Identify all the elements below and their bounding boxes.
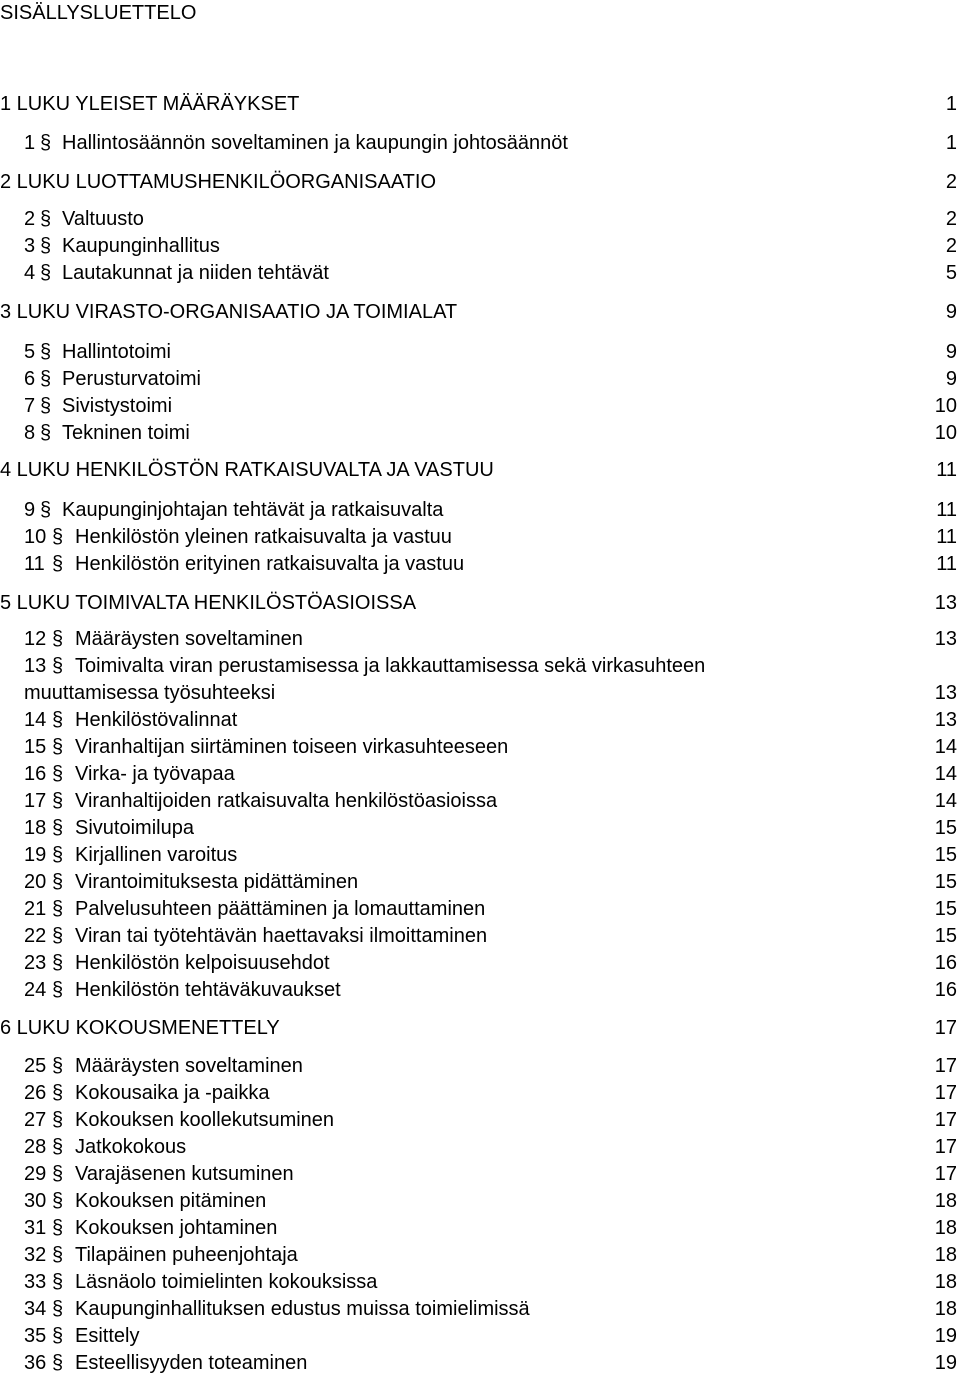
toc-page-number: 2 xyxy=(945,208,957,230)
toc-page-number: 11 xyxy=(936,499,957,521)
toc-page-number: 2 xyxy=(945,235,957,257)
toc-page-number: 19 xyxy=(934,1352,957,1374)
section-sign: § xyxy=(52,1325,64,1347)
toc-section-title: Määräysten soveltaminen xyxy=(75,628,303,650)
toc-section-title: Kokouksen koollekutsuminen xyxy=(75,1109,335,1131)
toc-section-number: 36 xyxy=(24,1352,47,1374)
toc-section-number: 34 xyxy=(24,1298,47,1320)
toc-section-title: Jatkokokous xyxy=(75,1136,187,1158)
toc-chapter-title: 2 LUKU LUOTTAMUSHENKILÖORGANISAATIO xyxy=(0,171,437,193)
section-sign: § xyxy=(52,952,64,974)
toc-section-number: 15 xyxy=(24,736,47,758)
toc-section-title: Hallintosäännön soveltaminen ja kaupungin johtosäännöt xyxy=(62,132,568,154)
toc-page-number: 14 xyxy=(934,763,957,785)
toc-page-number: 10 xyxy=(934,395,957,417)
toc-section-title: Hallintotoimi xyxy=(62,341,171,363)
toc-section-title: Kokouksen pitäminen xyxy=(75,1190,267,1212)
toc-chapter-title: 5 LUKU TOIMIVALTA HENKILÖSTÖASIOISSA xyxy=(0,592,417,614)
toc-section-number: 25 xyxy=(24,1055,47,1077)
toc-section-title: Henkilöstövalinnat xyxy=(75,709,238,731)
toc-section-title: Esittely xyxy=(75,1325,140,1347)
toc-chapter-title: 6 LUKU KOKOUSMENETTELY xyxy=(0,1017,280,1039)
section-sign: § xyxy=(52,1136,64,1158)
toc-section-number: 10 xyxy=(24,526,47,548)
toc-page-number: 13 xyxy=(934,682,957,704)
toc-page-number: 15 xyxy=(934,898,957,920)
toc-section-number: 9 xyxy=(24,499,36,521)
toc-chapter-title: 1 LUKU YLEISET MÄÄRÄYKSET xyxy=(0,93,300,115)
toc-section-number: 19 xyxy=(24,844,47,866)
toc-section-number: 8 xyxy=(24,422,36,444)
toc-page-number: 18 xyxy=(934,1217,957,1239)
toc-page-number: 13 xyxy=(934,592,957,614)
toc-section-number: 11 xyxy=(24,553,45,575)
toc-section-number: 20 xyxy=(24,871,47,893)
toc-page-number: 17 xyxy=(934,1017,957,1039)
section-sign: § xyxy=(40,235,52,257)
toc-section-title: Kokouksen johtaminen xyxy=(75,1217,278,1239)
toc-section-title: Kaupunginhallituksen edustus muissa toimielimissä xyxy=(75,1298,530,1320)
section-sign: § xyxy=(52,1163,64,1185)
toc-section-number: 18 xyxy=(24,817,47,839)
section-sign: § xyxy=(40,341,52,363)
toc-page-number: 9 xyxy=(945,341,957,363)
toc-section-number: 6 xyxy=(24,368,36,390)
toc-section-title: Sivutoimilupa xyxy=(75,817,194,839)
toc-section-title-continued: muuttamisessa työsuhteeksi xyxy=(24,682,276,704)
section-sign: § xyxy=(52,1190,64,1212)
toc-section-title: Läsnäolo toimielinten kokouksissa xyxy=(75,1271,378,1293)
toc-section-title: Kirjallinen varoitus xyxy=(75,844,238,866)
toc-section-number: 26 xyxy=(24,1082,47,1104)
toc-page-number: 18 xyxy=(934,1298,957,1320)
toc-section-number: 22 xyxy=(24,925,47,947)
toc-section-number: 27 xyxy=(24,1109,47,1131)
toc-section-number: 21 xyxy=(24,898,47,920)
toc-page-number: 9 xyxy=(945,368,957,390)
section-sign: § xyxy=(52,1109,64,1131)
toc-page-number: 17 xyxy=(934,1163,957,1185)
toc-page-number: 18 xyxy=(934,1271,957,1293)
toc-section-number: 7 xyxy=(24,395,36,417)
toc-page-number: 11 xyxy=(936,526,957,548)
toc-page-number: 9 xyxy=(945,301,957,323)
toc-page-number: 15 xyxy=(934,871,957,893)
toc-section-number: 3 xyxy=(24,235,36,257)
toc-section-number: 1 xyxy=(24,132,36,154)
toc-section-number: 24 xyxy=(24,979,47,1001)
toc-section-title: Henkilöstön yleinen ratkaisuvalta ja vastuu xyxy=(75,526,452,548)
toc-page-number: 13 xyxy=(934,709,957,731)
section-sign: § xyxy=(52,763,64,785)
toc-section-number: 32 xyxy=(24,1244,47,1266)
toc-section-title: Tekninen toimi xyxy=(62,422,190,444)
toc-section-title: Henkilöstön erityinen ratkaisuvalta ja vastuu xyxy=(75,553,465,575)
toc-section-number: 12 xyxy=(24,628,47,650)
toc-page-number: 14 xyxy=(934,736,957,758)
section-sign: § xyxy=(52,1217,64,1239)
toc-section-number: 4 xyxy=(24,262,36,284)
toc-section-title: Esteellisyyden toteaminen xyxy=(75,1352,308,1374)
toc-page-number: 16 xyxy=(934,979,957,1001)
section-sign: § xyxy=(52,979,64,1001)
toc-section-title: Kaupunginhallitus xyxy=(62,235,220,257)
section-sign: § xyxy=(52,817,64,839)
section-sign: § xyxy=(40,262,52,284)
toc-section-title: Virka- ja työvapaa xyxy=(75,763,235,785)
toc-section-title: Toimivalta viran perustamisessa ja lakkauttamisessa sekä virkasuhteen xyxy=(75,655,706,677)
toc-section-number: 30 xyxy=(24,1190,47,1212)
toc-page-number: 18 xyxy=(934,1190,957,1212)
toc-section-number: 17 xyxy=(24,790,47,812)
section-sign: § xyxy=(52,1082,64,1104)
section-sign: § xyxy=(52,628,64,650)
section-sign: § xyxy=(52,1298,64,1320)
toc-page-number: 11 xyxy=(936,459,957,481)
toc-section-title: Palvelusuhteen päättäminen ja lomauttaminen xyxy=(75,898,486,920)
toc-section-number: 23 xyxy=(24,952,47,974)
section-sign: § xyxy=(52,925,64,947)
toc-page-number: 15 xyxy=(934,925,957,947)
toc-section-title: Valtuusto xyxy=(62,208,144,230)
toc-page-number: 17 xyxy=(934,1136,957,1158)
toc-page-number: 14 xyxy=(934,790,957,812)
toc-section-number: 2 xyxy=(24,208,36,230)
toc-page-number: 15 xyxy=(934,844,957,866)
toc-section-title: Varajäsenen kutsuminen xyxy=(75,1163,294,1185)
toc-section-number: 35 xyxy=(24,1325,47,1347)
toc-section-title: Henkilöstön kelpoisuusehdot xyxy=(75,952,330,974)
toc-section-title: Lautakunnat ja niiden tehtävät xyxy=(62,262,329,284)
toc-page-number: 10 xyxy=(934,422,957,444)
section-sign: § xyxy=(52,526,64,548)
toc-page-number: 18 xyxy=(934,1244,957,1266)
toc-section-number: 31 xyxy=(24,1217,47,1239)
section-sign: § xyxy=(52,844,64,866)
toc-section-number: 14 xyxy=(24,709,47,731)
toc-page-number: 19 xyxy=(934,1325,957,1347)
toc-chapter-title: 4 LUKU HENKILÖSTÖN RATKAISUVALTA JA VASTUU xyxy=(0,459,494,481)
toc-section-title: Perusturvatoimi xyxy=(62,368,201,390)
toc-section-number: 28 xyxy=(24,1136,47,1158)
toc-page-number: 17 xyxy=(934,1082,957,1104)
section-sign: § xyxy=(40,208,52,230)
toc-section-title: Kokousaika ja -paikka xyxy=(75,1082,270,1104)
toc-section-title: Määräysten soveltaminen xyxy=(75,1055,303,1077)
toc-section-number: 5 xyxy=(24,341,36,363)
toc-section-title: Kaupunginjohtajan tehtävät ja ratkaisuvalta xyxy=(62,499,444,521)
section-sign: § xyxy=(40,368,52,390)
toc-section-title: Viranhaltijan siirtäminen toiseen virkasuhteeseen xyxy=(75,736,509,758)
section-sign: § xyxy=(52,898,64,920)
toc-page-number: 16 xyxy=(934,952,957,974)
toc-page-number: 13 xyxy=(934,628,957,650)
toc-section-title: Viranhaltijoiden ratkaisuvalta henkilöstöasioissa xyxy=(75,790,498,812)
toc-section-number: 29 xyxy=(24,1163,47,1185)
section-sign: § xyxy=(52,1352,64,1374)
section-sign: § xyxy=(52,736,64,758)
section-sign: § xyxy=(52,709,64,731)
section-sign: § xyxy=(52,553,64,575)
toc-section-title: Viran tai työtehtävän haettavaksi ilmoittaminen xyxy=(75,925,488,947)
section-sign: § xyxy=(52,1271,64,1293)
toc-section-title: Tilapäinen puheenjohtaja xyxy=(75,1244,298,1266)
section-sign: § xyxy=(52,790,64,812)
toc-section-number: 33 xyxy=(24,1271,47,1293)
section-sign: § xyxy=(40,499,52,521)
section-sign: § xyxy=(40,395,52,417)
document-title: SISÄLLYSLUETTELO xyxy=(0,2,197,24)
section-sign: § xyxy=(40,132,52,154)
toc-page-number: 1 xyxy=(945,132,957,154)
toc-page-number: 1 xyxy=(945,93,957,115)
toc-page-number: 17 xyxy=(934,1109,957,1131)
toc-section-title: Sivistystoimi xyxy=(62,395,173,417)
toc-page-number: 17 xyxy=(934,1055,957,1077)
toc-page-number: 5 xyxy=(945,262,957,284)
toc-section-title: Virantoimituksesta pidättäminen xyxy=(75,871,359,893)
toc-page-number: 2 xyxy=(945,171,957,193)
section-sign: § xyxy=(40,422,52,444)
toc-page-number: 15 xyxy=(934,817,957,839)
toc-chapter-title: 3 LUKU VIRASTO-ORGANISAATIO JA TOIMIALAT xyxy=(0,301,458,323)
toc-section-number: 13 xyxy=(24,655,47,677)
toc-section-title: Henkilöstön tehtäväkuvaukset xyxy=(75,979,341,1001)
toc-page-number: 11 xyxy=(936,553,957,575)
toc-section-number: 16 xyxy=(24,763,47,785)
section-sign: § xyxy=(52,655,64,677)
section-sign: § xyxy=(52,871,64,893)
section-sign: § xyxy=(52,1244,64,1266)
section-sign: § xyxy=(52,1055,64,1077)
